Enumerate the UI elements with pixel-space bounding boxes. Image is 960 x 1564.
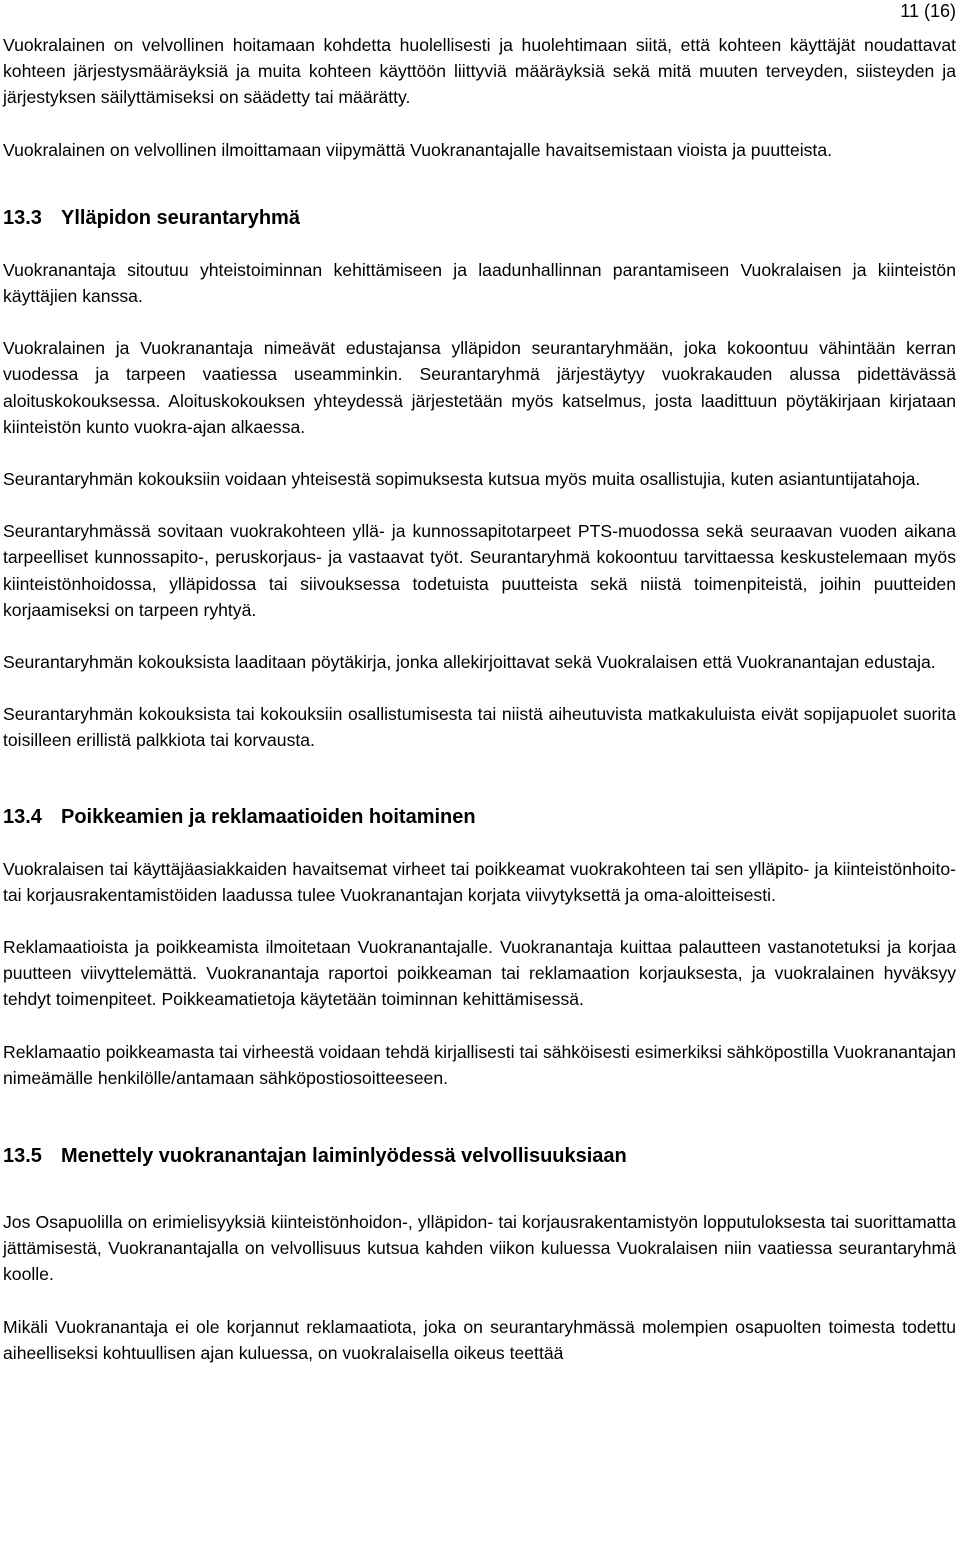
section-heading: [3, 205, 956, 231]
paragraph: Vuokralainen on velvollinen ilmoittamaan viipymättä Vuokranantajalle havaitsemistaan vioista ja puutteista.: [3, 139, 832, 160]
section-number: 13.4: [3, 805, 42, 828]
paragraph: Reklamaatioista ja poikkeamista ilmoitetaan Vuokranantajalle. Vuokranantaja kuittaa palautteen vastanotetuksi ja korjaa puutteen viivyttelemättä. Vuokranantaja raportoi poikkeaman tai reklamaation korjauksesta, ja vuokralainen hyväksyy tehdyt toimenpiteet. Poikkeamatietoja käytetään toiminnan kehittämisessä.: [3, 937, 956, 1010]
paragraph: Vuokranantaja sitoutuu yhteistoiminnan kehittämiseen ja laadunhallinnan parantamiseen Vuokralaisen ja kiinteistön käyttäjien kanssa.: [3, 259, 956, 307]
paragraph: Vuokralainen on velvollinen hoitamaan kohdetta huolellisesti ja huolehtimaan siitä, että kohteen käyttäjät noudattavat kohteen järjestysmääräyksiä ja muita kohteen käyttöön liittyviä määräyksiä sekä mitä muuten terveyden, siisteyden ja järjestyksen säilyttämiseksi on säädetty tai määrätty.: [3, 35, 956, 108]
section-number: 13.5: [3, 1145, 42, 1168]
paragraph: Seurantaryhmän kokouksista tai kokouksiin osallistumisesta tai niistä aiheutuvista matkakuluista eivät sopijapuolet suorita toisilleen erillistä palkkiota tai korvausta.: [3, 704, 956, 751]
paragraph: Reklamaatio poikkeamasta tai virheestä voidaan tehdä kirjallisesti tai sähköisesti esimerkiksi sähköpostilla Vuokranantajan nimeämälle henkilölle/antamaan sähköpostiosoitteeseen.: [3, 1041, 956, 1088]
paragraph: Seurantaryhmässä sovitaan vuokrakohteen yllä- ja kunnossapitotarpeet PTS-muodossa sekä seuraavan vuoden aikana tarpeelliset kunnossapito-, peruskorjaus- ja vastaavat työt. Seurantaryhmä kokoontuu tarvittaessa keskustelemaan myös kiinteistönhoidossa, ylläpidossa tai siivouksessa todetuista puutteista sekä niistä toimenpiteistä, joihin puutteiden korjaamiseksi on tarpeen ryhtyä.: [3, 521, 956, 620]
paragraph: Seurantaryhmän kokouksiin voidaan yhteisestä sopimuksesta kutsua myös muita osallistujia, kuten asiantuntijatahoja.: [3, 469, 921, 490]
section-title: Ylläpidon seurantaryhmä: [61, 206, 300, 229]
paragraph: Jos Osapuolilla on erimielisyyksiä kiinteistönhoidon-, ylläpidon- tai korjausrakentamistyön lopputuloksesta tai suorittamatta jättämisestä, Vuokranantajalla on velvollisuus kutsua kahden viikon kuluessa Vuokralaisen niin vaatiessa seurantaryhmä koolle.: [3, 1212, 956, 1285]
section-title: Poikkeamien ja reklamaatioiden hoitaminen: [61, 805, 476, 828]
paragraph: Vuokralaisen tai käyttäjäasiakkaiden havaitsemat virheet tai poikkeamat vuokrakohteen tai sen ylläpito- ja kiinteistönhoito- tai korjausrakentamistöiden laadussa tulee Vuokranantajan korjata viivytyksettä ja oma-aloitteisesti.: [3, 858, 956, 905]
section-title: Menettely vuokranantajan laiminlyödessä velvollisuuksiaan: [61, 1145, 627, 1168]
page-number: 11 (16): [900, 1, 956, 21]
paragraph: Mikäli Vuokranantaja ei ole korjannut reklamaatiota, joka on seurantaryhmässä molempien osapuolten toimesta todettu aiheelliseksi kohtuullisen ajan kuluessa, on vuokralaisella oikeus teettää: [3, 1316, 956, 1363]
paragraph: Seurantaryhmän kokouksista laaditaan pöytäkirja, jonka allekirjoittavat sekä Vuokralaisen että Vuokranantajan edustaja.: [3, 652, 936, 673]
paragraph: Vuokralainen ja Vuokranantaja nimeävät edustajansa ylläpidon seurantaryhmään, joka kokoontuu vähintään kerran vuodessa ja tarpeen vaatiessa useamminkin. Seurantaryhmä järjestäytyy vuokrakauden alussa pidettävässä aloituskokouksessa. Aloituskokouksen yhteydessä järjestetään myös katselmus, josta laadittuun pöytäkirjaan kirjataan kiinteistön kunto vuokra-ajan alkaessa.: [3, 338, 956, 437]
section-heading: [3, 1143, 956, 1169]
section-number: 13.3: [3, 206, 42, 229]
document-body: [3, 32, 956, 1366]
section-heading: [3, 804, 956, 830]
